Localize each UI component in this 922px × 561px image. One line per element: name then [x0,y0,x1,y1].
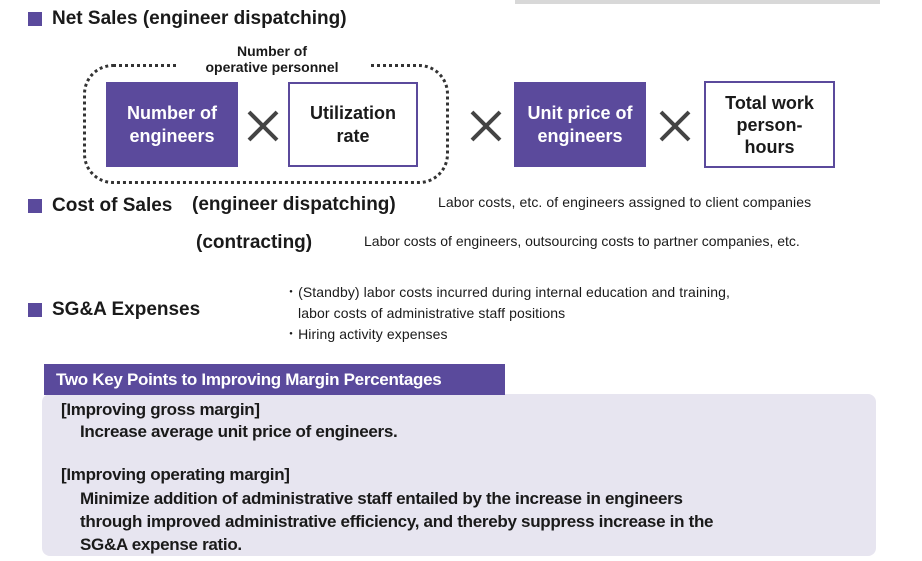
net-sales-title: Net Sales (engineer dispatching) [52,8,347,29]
factor-number-of-engineers: Number of engineers [106,82,238,167]
dispatching-desc: Labor costs, etc. of engineers assigned to client companies [438,194,812,210]
contracting-desc: Labor costs of engineers, outsourcing costs to partner companies, etc. [364,233,800,249]
sga-item-2: ・Hiring activity expenses [284,326,448,342]
factor-utilization-rate: Utilization rate [288,82,418,167]
multiply-icon [655,106,695,146]
operating-margin-line-1: Minimize addition of administrative staff entailed by the increase in engineers [80,489,683,508]
factor-unit-price: Unit price of engineers [514,82,646,167]
operating-margin-line-3: SG&A expense ratio. [80,535,242,554]
sga-title: SG&A Expenses [52,299,201,320]
multiply-icon [243,106,283,146]
dispatching-label: (engineer dispatching) [192,194,396,215]
operative-personnel-label: Number of operative personnel [176,43,368,75]
net-sales-bullet [28,12,42,26]
top-divider [515,0,880,4]
sga-item-1-cont: labor costs of administrative staff positions [298,305,566,321]
cost-of-sales-bullet [28,199,42,213]
operating-margin-heading: [Improving operating margin] [61,465,290,484]
operating-margin-line-2: through improved administrative efficiency, and thereby suppress increase in the [80,512,714,531]
multiply-icon [466,106,506,146]
factor-total-work-hours: Total work person- hours [704,81,835,168]
cost-of-sales-title: Cost of Sales [52,195,173,216]
gross-margin-heading: [Improving gross margin] [61,400,260,419]
sga-bullet [28,303,42,317]
sga-item-1: ・(Standby) labor costs incurred during internal education and training, [284,284,731,300]
gross-margin-text: Increase average unit price of engineers. [80,422,398,441]
contracting-label: (contracting) [196,232,313,253]
key-points-header: Two Key Points to Improving Margin Percentages [44,364,505,395]
